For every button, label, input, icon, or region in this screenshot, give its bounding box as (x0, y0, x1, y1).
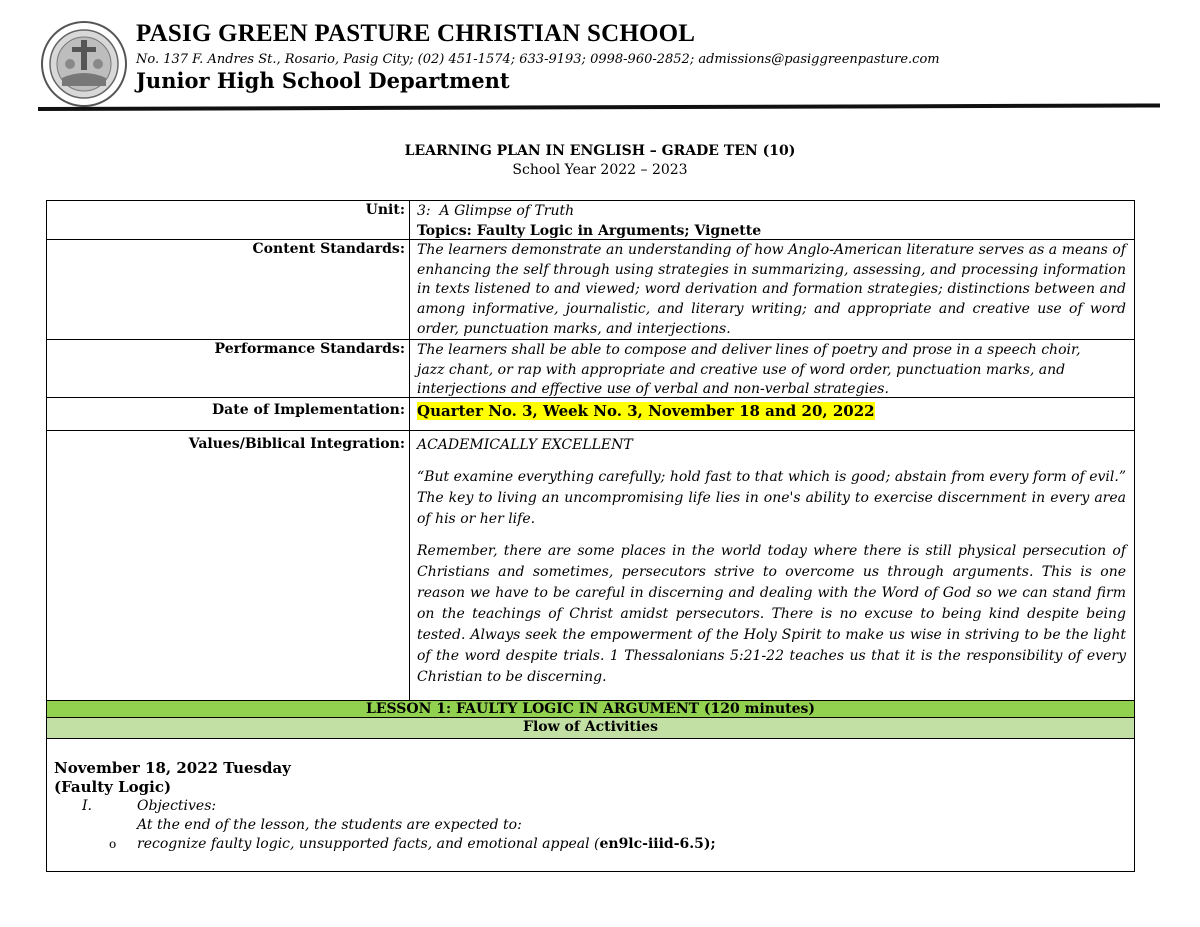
objective-text: recognize faulty logic, unsupported facts, and emotional appeal ( (137, 836, 600, 852)
values-paragraph-1: “But examine everything carefully; hold fast to that which is good; abstain from every form of evil.” The key to living an uncompromising life lies in one's ability to exercise discernment in every area of his or her life. (417, 469, 1126, 527)
performance-standards-label: Performance Standards: (214, 341, 405, 357)
unit-value (417, 202, 1126, 241)
objectives-numeral: I. (82, 798, 92, 814)
topics: Topics: Faulty Logic in Arguments; Vignette (417, 222, 762, 239)
values-row (47, 431, 1134, 700)
objectives-intro: At the end of the lesson, the students are expected to: (137, 817, 522, 833)
activity-date: November 18, 2022 Tuesday (54, 759, 291, 777)
values-label: Values/Biblical Integration: (188, 436, 405, 452)
flow-of-activities-bar: Flow of Activities (47, 718, 1134, 739)
date-row (47, 398, 1134, 431)
learning-plan-table (46, 200, 1135, 872)
school-year: School Year 2022 – 2023 (512, 162, 688, 178)
header-divider (38, 103, 1160, 111)
bullet-marker: o (109, 837, 117, 851)
objective-code: en9lc-iiid-6.5 (599, 836, 704, 852)
lesson-title-bar: LESSON 1: FAULTY LOGIC IN ARGUMENT (120 minutes) (47, 700, 1134, 718)
content-standards-label: Content Standards: (252, 241, 405, 257)
activities-section (54, 759, 1126, 854)
unit-number: 3: (417, 203, 431, 219)
department-name: Junior High School Department (136, 68, 510, 93)
document-title: LEARNING PLAN IN ENGLISH – GRADE TEN (10) (404, 143, 796, 159)
performance-standards-text: The learners shall be able to compose and deliver lines of poetry and prose in a speech choir, jazz chant, or rap with appropriate and creative use of word order, punctuation marks, and interjections and effective use of verbal and non-verbal strategies. (417, 342, 1081, 398)
values-paragraph-2: Remember, there are some places in the world today where there is still physical persecution of Christians and sometimes, persecutors strive to overcome us through arguments. This is one reason we have to be careful in discerning and dealing with the Word of God so we can stand firm on the teachings of Christ amidst persecutors. There is no excuse to being kind despite being tested. Always seek the empowerment of the Holy Spirit to make us wise in striving to be the light of the word despite trials. 1 Thessalonians 5:21-22 teaches us that it is the responsibility of every Christian to be discerning. (417, 543, 1126, 685)
content-standards-text: The learners demonstrate an understanding of how Anglo-American literature serves as a means of enhancing the self through using strategies in summarizing, assessing, and processing information in texts listened to and viewed; word derivation and formation strategies; distinctions between and among informative, journalistic, and literary writing; and appropriate and creative use of word order, punctuation marks, and interjections. (417, 242, 1126, 337)
date-value: Quarter No. 3, Week No. 3, November 18 and 20, 2022 (417, 402, 875, 420)
school-address: No. 137 F. Andres St., Rosario, Pasig City; (02) 451-1574; 633-9193; 0998-960-2852; admissions@pasiggreenpasture.com (136, 52, 940, 67)
unit-name: A Glimpse of Truth (439, 203, 575, 219)
date-label: Date of Implementation: (212, 402, 405, 418)
values-heading: ACADEMICALLY EXCELLENT (417, 437, 633, 453)
school-seal-logo (40, 20, 128, 108)
unit-label: Unit: (365, 202, 405, 218)
content-standards-row (47, 240, 1134, 340)
objective-item (54, 835, 1126, 854)
performance-standards-row (47, 340, 1134, 398)
activity-topic: (Faulty Logic) (54, 778, 172, 796)
objectives-label: Objectives: (137, 798, 217, 814)
objective-end: ); (703, 836, 716, 852)
school-name: PASIG GREEN PASTURE CHRISTIAN SCHOOL (136, 20, 696, 47)
unit-row (47, 201, 1134, 240)
